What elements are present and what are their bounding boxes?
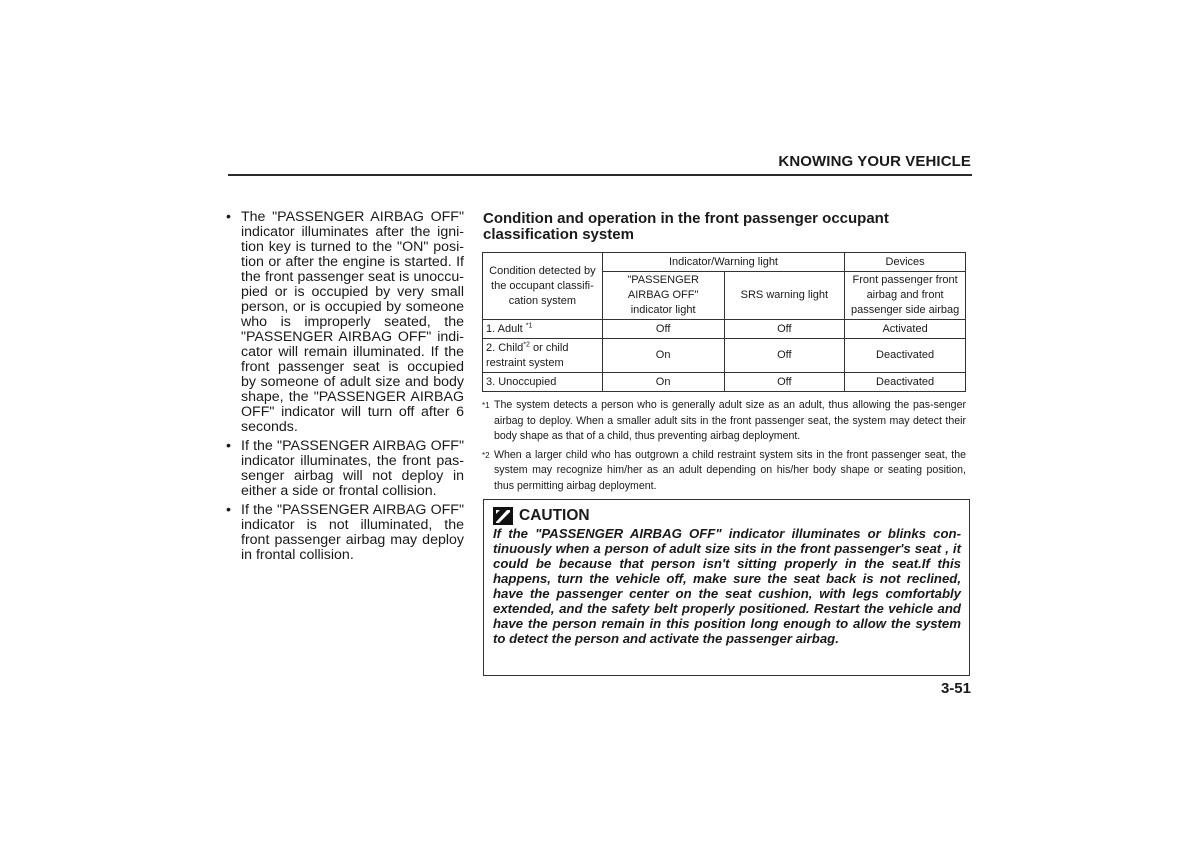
caution-header bbox=[493, 507, 961, 525]
header-devices: Devices bbox=[845, 253, 966, 272]
caution-label: CAUTION bbox=[519, 507, 590, 524]
table-row bbox=[483, 339, 966, 373]
row-indicator: On bbox=[602, 373, 724, 392]
bullet-text: If the "PASSENGER AIRBAG OFF" indicator illuminates, the front pas-senger airbag will not deploy in either a side or frontal collision. bbox=[241, 438, 464, 499]
header-indicator-group: Indicator/Warning light bbox=[602, 253, 844, 272]
row-indicator: Off bbox=[602, 320, 724, 339]
bullet-glyph: • bbox=[226, 438, 231, 454]
table-row bbox=[483, 373, 966, 392]
footnote-mark: *1 bbox=[482, 401, 490, 410]
footnote-2 bbox=[482, 448, 966, 495]
bullet-glyph: • bbox=[226, 209, 231, 225]
caution-icon bbox=[493, 507, 513, 525]
bullet-text: The "PASSENGER AIRBAG OFF" indicator illuminates after the igni-tion key is turned to the "ON" posi-tion or after the engine is started. If the front passenger seat is unoccu-pied or is occupied by very small person, or is occupied by someone who is improperly seated, the "PASSENGER AIRBAG OFF" indi-cator will remain illuminated. If the front passenger seat is occupied by someone of adult size and body shape, the "PASSENGER AIRBAG OFF" indicator will turn off after 6 seconds. bbox=[241, 209, 464, 435]
row-condition: 2. Child$^{*2}$ or child restraint system bbox=[483, 339, 603, 373]
row-srs: Off bbox=[724, 339, 845, 373]
bullet-item bbox=[226, 503, 464, 563]
row-indicator: On bbox=[602, 339, 724, 373]
row-srs: Off bbox=[724, 373, 845, 392]
row-devices: Activated bbox=[845, 320, 966, 339]
row-devices: Deactivated bbox=[845, 373, 966, 392]
header-rule bbox=[228, 174, 972, 176]
caution-body: If the "PASSENGER AIRBAG OFF" indicator illuminates or blinks con-tinuously when a person of adult size sits in the front passenger's seat , it could be because that person isn't sitting properly in the seat.If this happens, turn the vehicle off, make sure the seat back is not reclined, have the passenger center on the seat cushion, with legs comfortably extended, and the safety belt properly positioned. Restart the vehicle and have the person remain in this position long enough to allow the system to detect the person and activate the passenger airbag. bbox=[493, 526, 961, 646]
occupant-classification-table bbox=[482, 252, 966, 392]
subheader-front-airbags: Front passenger front airbag and front passenger side airbag bbox=[845, 272, 966, 320]
footnote-1 bbox=[482, 398, 966, 445]
row-condition: 1. Adult $^{*1}$ bbox=[483, 320, 603, 339]
section-title: Condition and operation in the front passenger occupant classification system bbox=[483, 210, 889, 243]
footnote-text: When a larger child who has outgrown a child restraint system sits in the front passenger seat, the system may recognize him/her as an adult depending on his/her body shape or seating position, thus permitting airbag deployment. bbox=[494, 448, 966, 492]
bullet-text: If the "PASSENGER AIRBAG OFF" indicator is not illuminated, the front passenger airbag may deploy in frontal collision. bbox=[241, 502, 464, 563]
left-column bbox=[226, 210, 464, 567]
footnote-mark: *2 bbox=[482, 450, 490, 460]
row-devices: Deactivated bbox=[845, 339, 966, 373]
footnotes bbox=[482, 398, 966, 497]
bullet-glyph: • bbox=[226, 502, 231, 518]
subheader-srs-warning: SRS warning light bbox=[724, 272, 845, 320]
bullet-list bbox=[226, 210, 464, 563]
subheader-passenger-airbag-off: "PASSENGER AIRBAG OFF" indicator light bbox=[602, 272, 724, 320]
header-condition: Condition detected by the occupant classifi-cation system bbox=[483, 253, 603, 320]
page-number: 3-51 bbox=[940, 680, 971, 697]
caution-box bbox=[483, 499, 970, 676]
row-condition: 3. Unoccupied bbox=[483, 373, 603, 392]
bullet-item bbox=[226, 210, 464, 435]
row-srs: Off bbox=[724, 320, 845, 339]
header-title: KNOWING YOUR VEHICLE bbox=[778, 153, 971, 170]
bullet-item bbox=[226, 439, 464, 499]
footnote-text: The system detects a person who is generally adult size as an adult, thus allowing the pas-senger airbag to deploy. When a smaller adult sits in the front passenger seat, the system may detect their body shape as that of a child, thus preventing airbag deployment. bbox=[494, 399, 966, 442]
table-row bbox=[483, 320, 966, 339]
